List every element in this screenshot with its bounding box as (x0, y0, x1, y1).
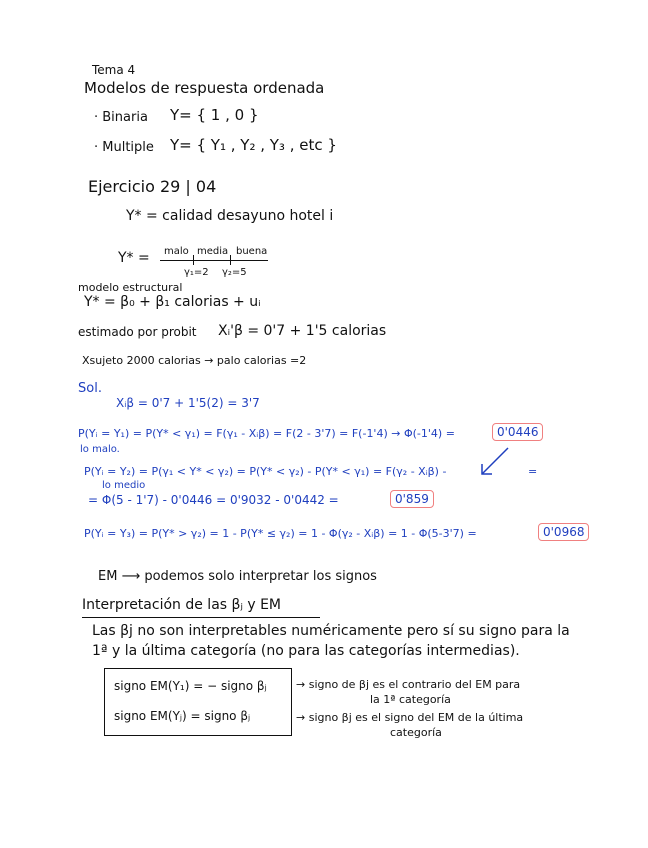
threshold-tick-2 (230, 255, 231, 265)
interpretation-heading: Interpretación de las βⱼ y EM (82, 597, 282, 613)
exercise-heading: Ejercicio 29 | 04 (88, 177, 217, 196)
note-first-line2: la 1ª categoría (370, 693, 451, 706)
arrow-icon (476, 446, 514, 480)
scale-media: media (197, 246, 229, 257)
page-title: Modelos de respuesta ordenada (84, 79, 325, 97)
prob-category-1: P(Yᵢ = Y₁) = P(Y* < γ₁) = F(γ₁ - Xᵢβ) = F(2 - 3'7) = F(-1'4) → Φ(-1'4) = (78, 427, 455, 440)
threshold-gamma2: γ₂=5 (222, 267, 247, 278)
scale-malo: malo (164, 246, 189, 257)
category-scale-line (160, 260, 268, 261)
scale-buena: buena (236, 246, 268, 257)
structural-model-label: modelo estructural (78, 281, 183, 294)
multiple-label: · Multiple (94, 140, 154, 155)
threshold-gamma1: γ₁=2 (184, 267, 209, 278)
lo-medio-label: lo medio (102, 480, 146, 491)
prob-category-2-line1: P(Yᵢ = Y₂) = P(γ₁ < Y* < γ₂) = P(Y* < γ₂) - P(Y* < γ₁) = F(γ₂ - Xᵢβ) - (84, 465, 447, 478)
result-category-2: 0'859 (390, 490, 434, 508)
linear-index-line: Xᵢβ = 0'7 + 1'5(2) = 3'7 (116, 396, 260, 410)
prob-category-2-eq: = (528, 465, 538, 478)
paragraph-line-2: 1ª y la última categoría (no para las categorías intermedias). (92, 643, 520, 659)
note-first-line1: → signo de βj es el contrario del EM para (296, 678, 521, 691)
lo-malo-label: lo malo. (80, 444, 120, 455)
prob-category-2-line2: = Φ(5 - 1'7) - 0'0446 = 0'9032 - 0'0442 = (88, 493, 339, 507)
subject-line: Xsujeto 2000 calorias → palo calorias =2 (82, 354, 307, 367)
binaria-formula: Y= { 1 , 0 } (170, 106, 259, 124)
sign-rule-first: signo EM(Y₁) = − signo βⱼ (114, 679, 267, 693)
solution-label: Sol. (78, 381, 102, 396)
estimated-equation: Xᵢ'β = 0'7 + 1'5 calorias (218, 323, 387, 339)
note-last-line1: → signo βj es el signo del EM de la última (296, 711, 524, 724)
em-line: EM ⟶ podemos solo interpretar los signos (98, 569, 377, 584)
multiple-formula: Y= { Y₁ , Y₂ , Y₃ , etc } (170, 136, 337, 154)
result-category-1: 0'0446 (492, 423, 543, 441)
heading-underline (82, 617, 320, 618)
sign-rule-last: signo EM(Yⱼ) = signo βⱼ (114, 709, 251, 723)
note-last-line2: categoría (390, 726, 442, 739)
result-category-3: 0'0968 (538, 523, 589, 541)
estimated-probit-label: estimado por probit (78, 325, 197, 339)
topic-label: Tema 4 (92, 63, 136, 77)
paragraph-line-1: Las βj no son interpretables numéricamente pero sí su signo para la (92, 623, 570, 639)
ystar-definition: Y* = calidad desayuno hotel i (126, 208, 334, 224)
prob-category-3: P(Yᵢ = Y₃) = P(Y* > γ₂) = 1 - P(Y* ≤ γ₂) = 1 - Φ(γ₂ - Xᵢβ) = 1 - Φ(5-3'7) = (84, 527, 477, 540)
structural-model-equation: Y* = β₀ + β₁ calorias + uᵢ (84, 294, 261, 310)
binaria-label: · Binaria (94, 110, 148, 125)
threshold-tick-1 (193, 255, 194, 265)
scale-lhs: Y* = (118, 250, 150, 266)
